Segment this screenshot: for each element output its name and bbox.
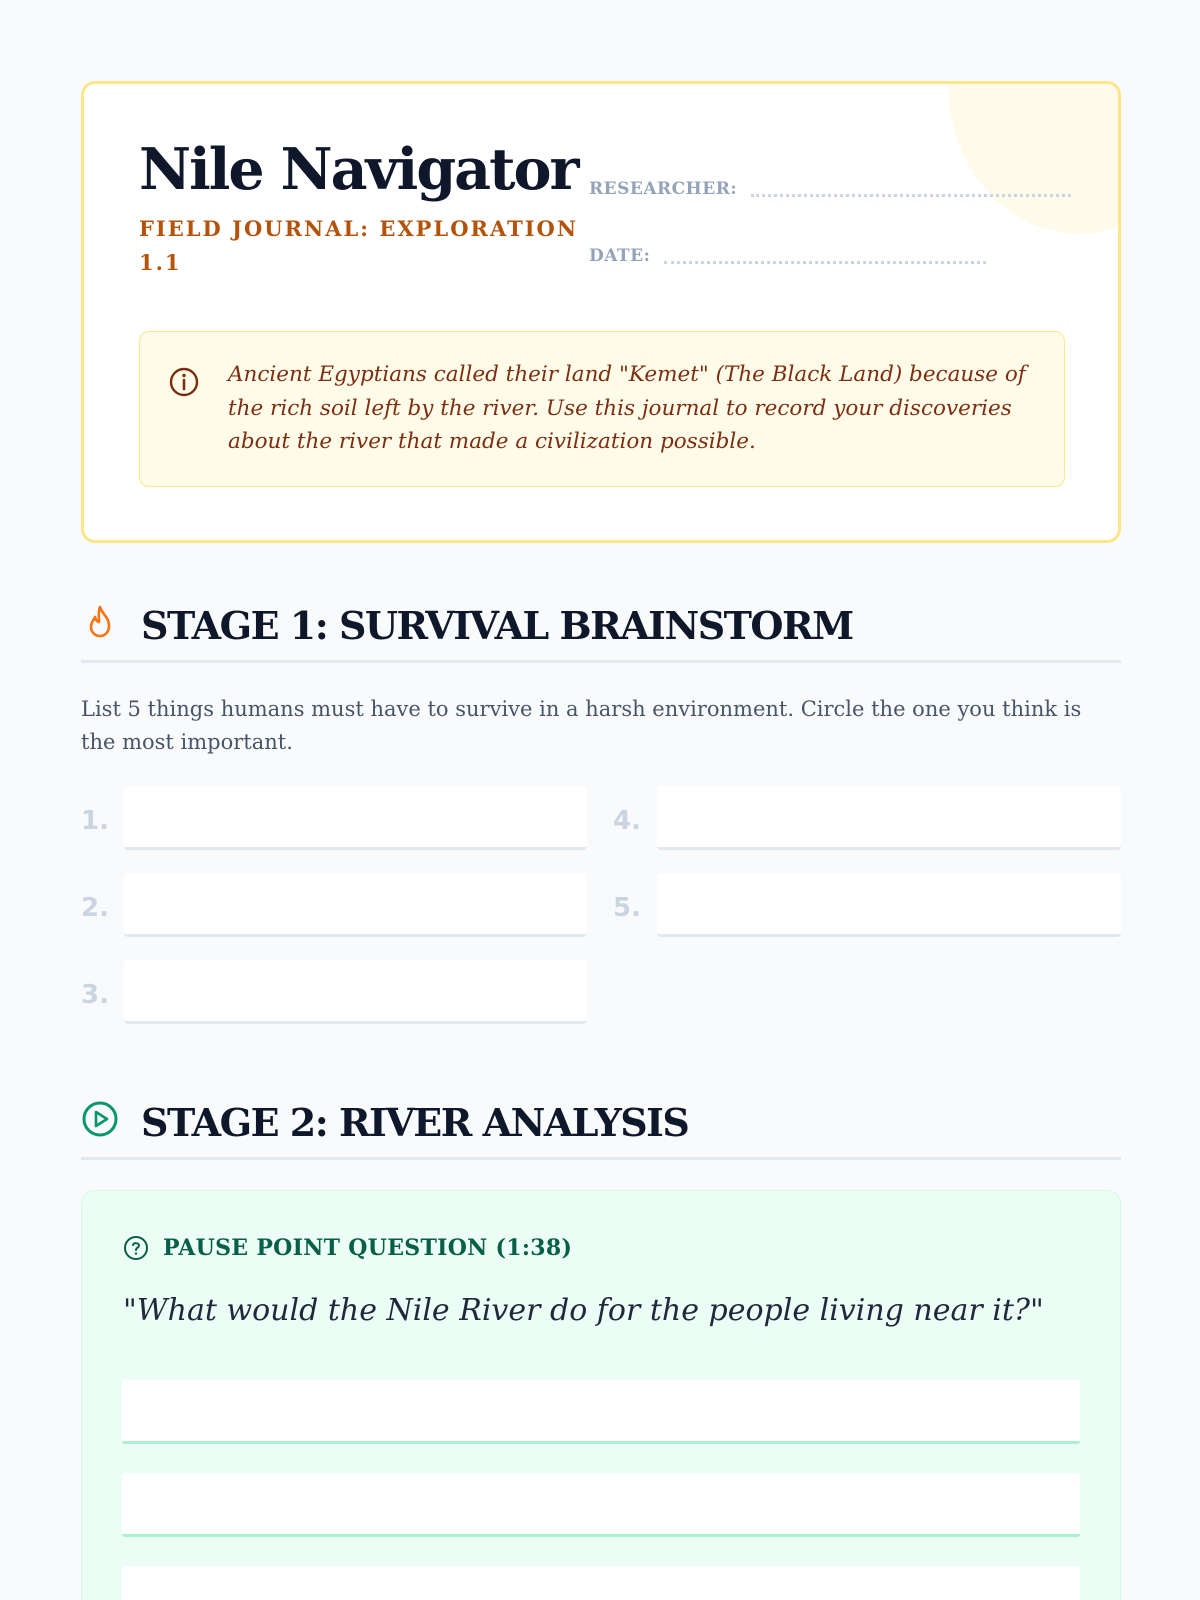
flame-icon xyxy=(81,603,119,641)
list-number-1: 1. xyxy=(81,806,109,836)
date-field[interactable] xyxy=(664,261,986,264)
page-title: Nile Navigator xyxy=(139,136,578,203)
play-circle-icon xyxy=(81,1100,119,1138)
stage1-title: STAGE 1: SURVIVAL BRAINSTORM xyxy=(141,603,853,648)
answer-box-5[interactable] xyxy=(657,873,1121,937)
pause-question-card xyxy=(81,1190,1121,1600)
answer-box-1[interactable] xyxy=(124,786,587,850)
answer-box-4[interactable] xyxy=(657,786,1121,850)
researcher-label: RESEARCHER: xyxy=(589,179,738,199)
list-number-5: 5. xyxy=(613,893,641,923)
answer-box-2[interactable] xyxy=(124,873,587,937)
info-circle-icon xyxy=(168,366,200,398)
info-text: Ancient Egyptians called their land "Kemet" (The Black Land) because of the rich soil left by the river. Use this journal to record your discoveries about the river that made a civilization possible. xyxy=(228,362,1026,454)
stage1-header xyxy=(81,603,1121,663)
researcher-row xyxy=(589,179,1071,199)
answer-line-3[interactable] xyxy=(122,1566,1080,1600)
list-number-2: 2. xyxy=(81,893,109,923)
list-number-4: 4. xyxy=(613,806,641,836)
stage2-title: STAGE 2: RIVER ANALYSIS xyxy=(141,1100,689,1145)
question-circle-icon xyxy=(123,1235,149,1261)
pause-point-row xyxy=(123,1235,572,1261)
header-card xyxy=(81,81,1121,543)
date-label: DATE: xyxy=(589,246,651,266)
answer-line-2[interactable] xyxy=(122,1473,1080,1537)
journal-subtitle: FIELD JOURNAL: EXPLORATION 1.1 xyxy=(139,216,579,275)
date-row xyxy=(589,246,986,266)
answer-box-3[interactable] xyxy=(124,960,587,1024)
answer-line-1[interactable] xyxy=(122,1380,1080,1444)
pause-question: "What would the Nile River do for the people living near it?" xyxy=(123,1293,1044,1328)
list-number-3: 3. xyxy=(81,980,109,1010)
corner-decoration xyxy=(948,81,1121,234)
info-callout xyxy=(139,331,1065,487)
pause-point-label: PAUSE POINT QUESTION (1:38) xyxy=(163,1235,573,1261)
stage1-instructions: List 5 things humans must have to survive in a harsh environment. Circle the one you think is the most important. xyxy=(81,697,1082,754)
researcher-field[interactable] xyxy=(751,194,1071,197)
stage2-header xyxy=(81,1100,1121,1160)
